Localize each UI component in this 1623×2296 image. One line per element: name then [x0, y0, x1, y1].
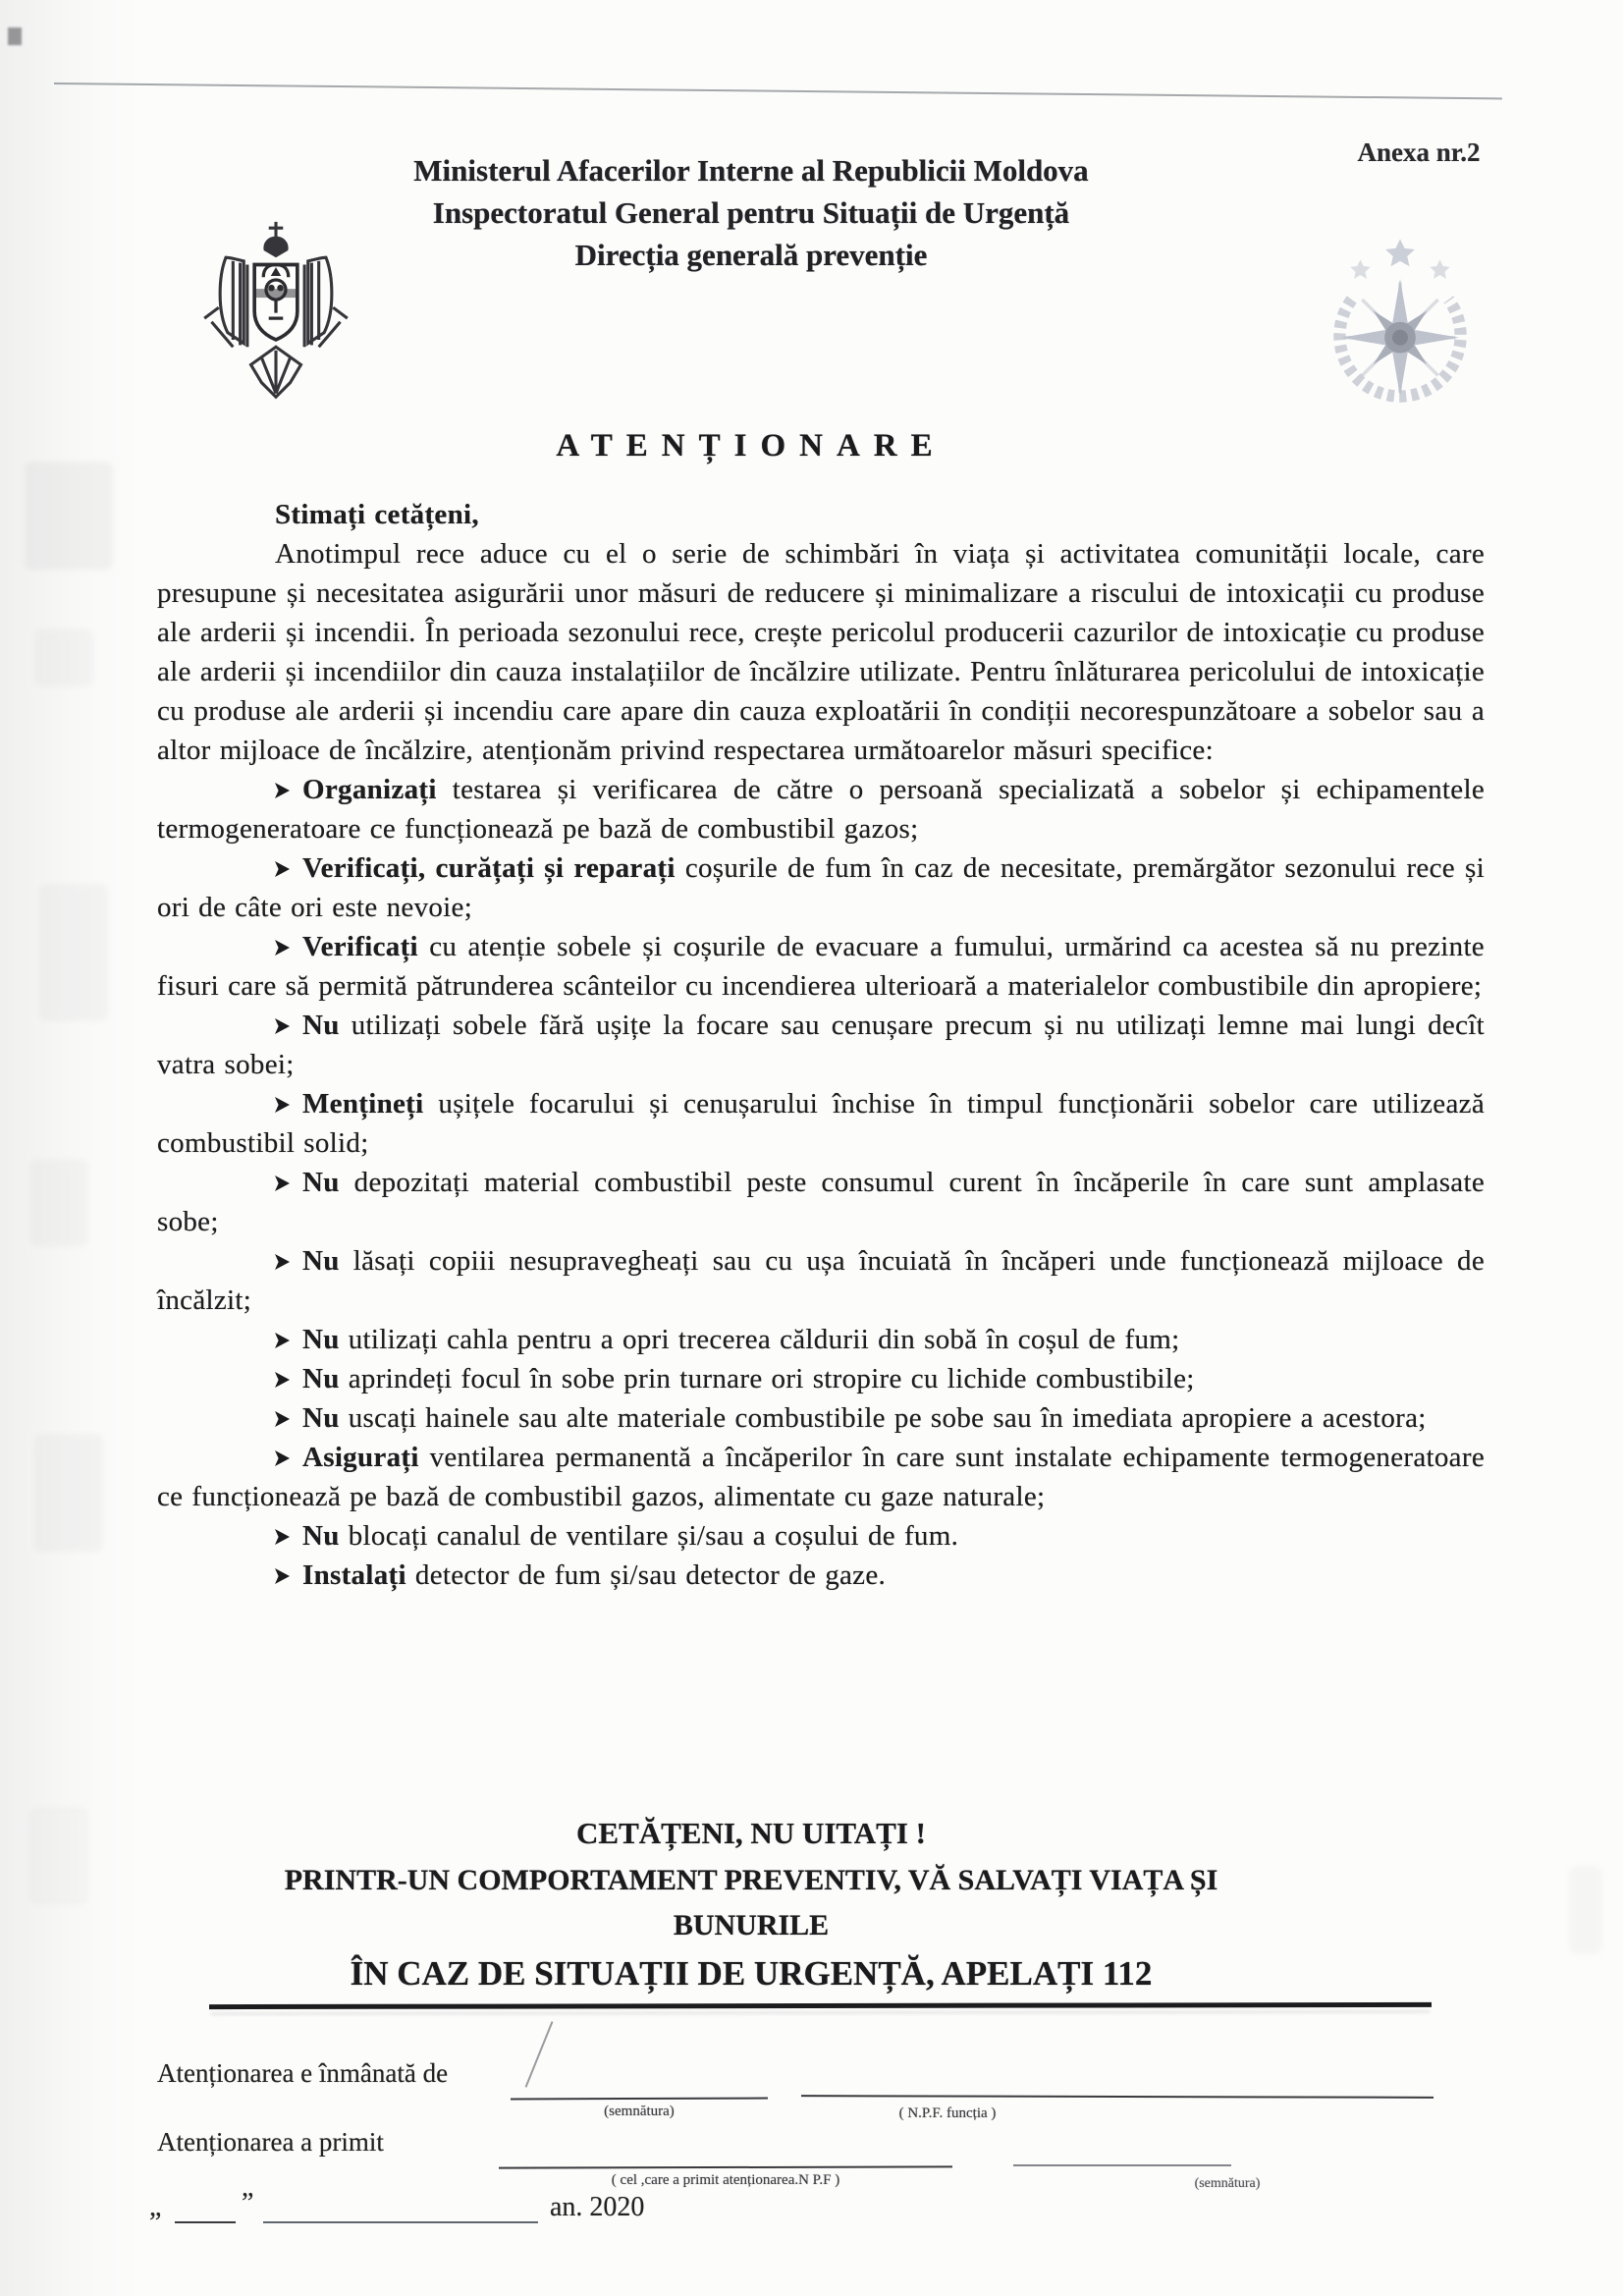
scan-smudge — [39, 884, 108, 1021]
notice-line2: PRINTR-UN COMPORTAMENT PREVENTIV, VĂ SALVAȚI VIAȚA ȘI — [284, 1864, 1218, 1896]
scan-artifact — [8, 27, 22, 45]
arrow-bullet-icon — [275, 1568, 290, 1584]
arrow-bullet-icon — [275, 1018, 290, 1034]
bullet-lead: Mențineți — [302, 1088, 424, 1120]
bullet-text: utilizați cahla pentru a opri trecerea căldurii din sobă în coșul de fum; — [348, 1324, 1180, 1355]
issued-signature-line — [511, 2098, 768, 2101]
notice-line3: BUNURILE — [673, 1909, 830, 1941]
arrow-bullet-icon — [275, 1411, 290, 1427]
ministry-line1: Ministerul Afacerilor Interne al Republicii Moldova — [413, 153, 1089, 188]
issued-npf-line — [801, 2095, 1434, 2099]
date-month-line — [263, 2221, 538, 2223]
received-npf-line — [499, 2165, 952, 2168]
arrow-bullet-icon — [275, 1254, 290, 1270]
pen-mark-artifact — [525, 2021, 554, 2088]
arrow-bullet-icon — [275, 1529, 290, 1545]
received-by-label: Atenționarea a primit — [157, 2127, 384, 2157]
bullet-text: testarea și verificarea de către o persoană specializată a sobelor și echipamentele termogeneratoare ce funcționează pe bază de combustibil gazos; — [157, 774, 1485, 845]
warning-item — [157, 848, 1485, 927]
salutation: Stimați cetățeni, — [275, 499, 479, 530]
ministry-line3: Direcția generală prevenție — [574, 238, 928, 272]
document-title: ATENȚIONARE — [556, 428, 947, 464]
bullet-text: ușițele focarului și cenușarului închise în timpul funcționării sobelor care utilizează combustibil solid; — [157, 1088, 1485, 1159]
scan-line-artifact — [54, 82, 1502, 99]
bullet-lead: Verificați — [302, 931, 418, 962]
warning-item — [157, 1241, 1485, 1320]
date-day-line — [175, 2221, 236, 2223]
bullet-lead: Nu — [302, 1167, 340, 1198]
bullet-text: utilizați sobele fără ușițe la focare sau cenușare precum și nu utilizați lemne mai lungi decît vatra sobei; — [157, 1010, 1485, 1080]
arrow-bullet-icon — [275, 1333, 290, 1348]
scan-edge-shadow — [0, 0, 147, 2296]
bullet-lead: Nu — [302, 1402, 340, 1434]
bullet-lead: Nu — [302, 1324, 340, 1355]
bullet-text: cu atenție sobele și coșurile de evacuare a fumului, urmărind ca acestea să nu prezinte fisuri care să permită pătrunderea scânteilor cu incendierea ulterioară a materialelor combustibile din apropiere; — [157, 931, 1485, 1002]
warning-item — [157, 1398, 1485, 1438]
scan-smudge — [25, 462, 113, 570]
bullet-lead: Nu — [302, 1010, 340, 1041]
scan-smudge — [34, 1434, 103, 1552]
warning-item — [157, 1438, 1485, 1516]
bullet-lead: Organizați — [302, 774, 437, 805]
date-year-label: an. 2020 — [550, 2192, 645, 2222]
arrow-bullet-icon — [275, 1372, 290, 1388]
citizen-notice — [157, 1810, 1345, 1999]
scan-smudge — [29, 1159, 88, 1247]
received-signature-line — [1013, 2164, 1231, 2166]
warning-item — [157, 770, 1485, 848]
scan-smudge — [1569, 1866, 1602, 1954]
arrow-bullet-icon — [275, 1450, 290, 1466]
ministry-line2: Inspectoratul General pentru Situații de Urgență — [432, 195, 1070, 230]
bullet-text: aprindeți focul în sobe prin turnare ori stropire cu lichide combustibile; — [348, 1363, 1195, 1394]
bullet-lead: Verificați, curățați și reparați — [302, 852, 676, 884]
arrow-bullet-icon — [275, 1175, 290, 1191]
bullet-lead: Nu — [302, 1520, 340, 1552]
issued-by-label: Atenționarea e înmânată de — [157, 2058, 449, 2088]
arrow-bullet-icon — [275, 940, 290, 956]
document-body — [157, 495, 1485, 1595]
bullet-lead: Asigurați — [302, 1442, 419, 1473]
warning-item — [157, 1359, 1485, 1398]
notice-line4: ÎN CAZ DE SITUAȚII DE URGENȚĂ, APELAȚI 112 — [350, 1954, 1153, 1993]
igsu-star-emblem — [1314, 234, 1487, 413]
warning-item — [157, 1320, 1485, 1359]
bullet-lead: Instalați — [302, 1559, 406, 1591]
warning-item — [157, 927, 1485, 1006]
bullet-text: depozitați material combustibil peste consumul curent în încăperile în care sunt amplasate sobe; — [157, 1167, 1485, 1237]
received-signature-caption: (semnătura) — [1194, 2176, 1261, 2191]
intro-paragraph: Anotimpul rece aduce cu el o serie de schimbări în viața și activitatea comunității locale, care presupune și necesitatea asigurării unor măsuri de reducere și minimalizare a riscului de intoxicații cu produse ale arderii și incendii. În perioada sezonului rece, crește pericolul producerii cazurilor de intoxicație cu produse ale arderii și incendiilor din cauza instalațiilor de încălzire utilizate. Pentru înlăturarea pericolului de intoxicație cu produse ale arderii și incendiu care apare din cauza exploatării în condiții necorespunzătoare a sobelor sau a altor mijloace de încălzire, atenționăm privind respectarea următoarelor măsuri specifice: — [157, 538, 1485, 766]
warning-item — [157, 1516, 1485, 1556]
bullet-text: blocați canalul de ventilare și/sau a coșului de fum. — [348, 1520, 959, 1552]
bullet-text: uscați hainele sau alte materiale combustibile pe sobe sau în imediata apropiere a acestora; — [348, 1402, 1427, 1434]
bullet-text: ventilarea permanentă a încăperilor în care sunt instalate echipamente termogeneratoare ce funcționează pe bază de combustibil gazos, alimentate cu gaze naturale; — [157, 1442, 1485, 1512]
received-npf-caption: ( cel ,care a primit atenționarea.N P.F ) — [611, 2172, 840, 2188]
warning-item — [157, 1084, 1485, 1163]
warning-item — [157, 1006, 1485, 1084]
warning-item — [157, 1556, 1485, 1595]
arrow-bullet-icon — [275, 783, 290, 798]
arrow-bullet-icon — [275, 1097, 290, 1113]
notice-line1: CETĂȚENI, NU UITAȚI ! — [576, 1816, 926, 1850]
bullet-lead: Nu — [302, 1245, 340, 1277]
issued-npf-caption: ( N.P.F. funcția ) — [898, 2105, 997, 2121]
annex-label: Anexa nr.2 — [1357, 137, 1481, 167]
date-quote-open: „ — [149, 2192, 162, 2222]
separator-rule — [209, 2002, 1432, 2009]
ministry-header — [157, 149, 1345, 276]
bullet-text: lăsați copiii nesupravegheați sau cu ușa încuiată în încăperi unde funcționează mijloace de încălzit; — [157, 1245, 1485, 1316]
igsu-star-emblem-icon — [1314, 234, 1487, 409]
bullet-text: detector de fum și/sau detector de gaze. — [414, 1559, 887, 1591]
bullet-text: coșurile de fum în caz de necesitate, premărgător sezonului rece și ori de câte ori este nevoie; — [157, 852, 1485, 923]
arrow-bullet-icon — [275, 861, 290, 877]
warning-item — [157, 1163, 1485, 1241]
issued-signature-caption: (semnătura) — [604, 2104, 675, 2119]
date-quote-close: ” — [242, 2188, 254, 2218]
scan-smudge — [34, 629, 93, 687]
bullet-lead: Nu — [302, 1363, 340, 1394]
scan-smudge — [29, 1807, 88, 1905]
